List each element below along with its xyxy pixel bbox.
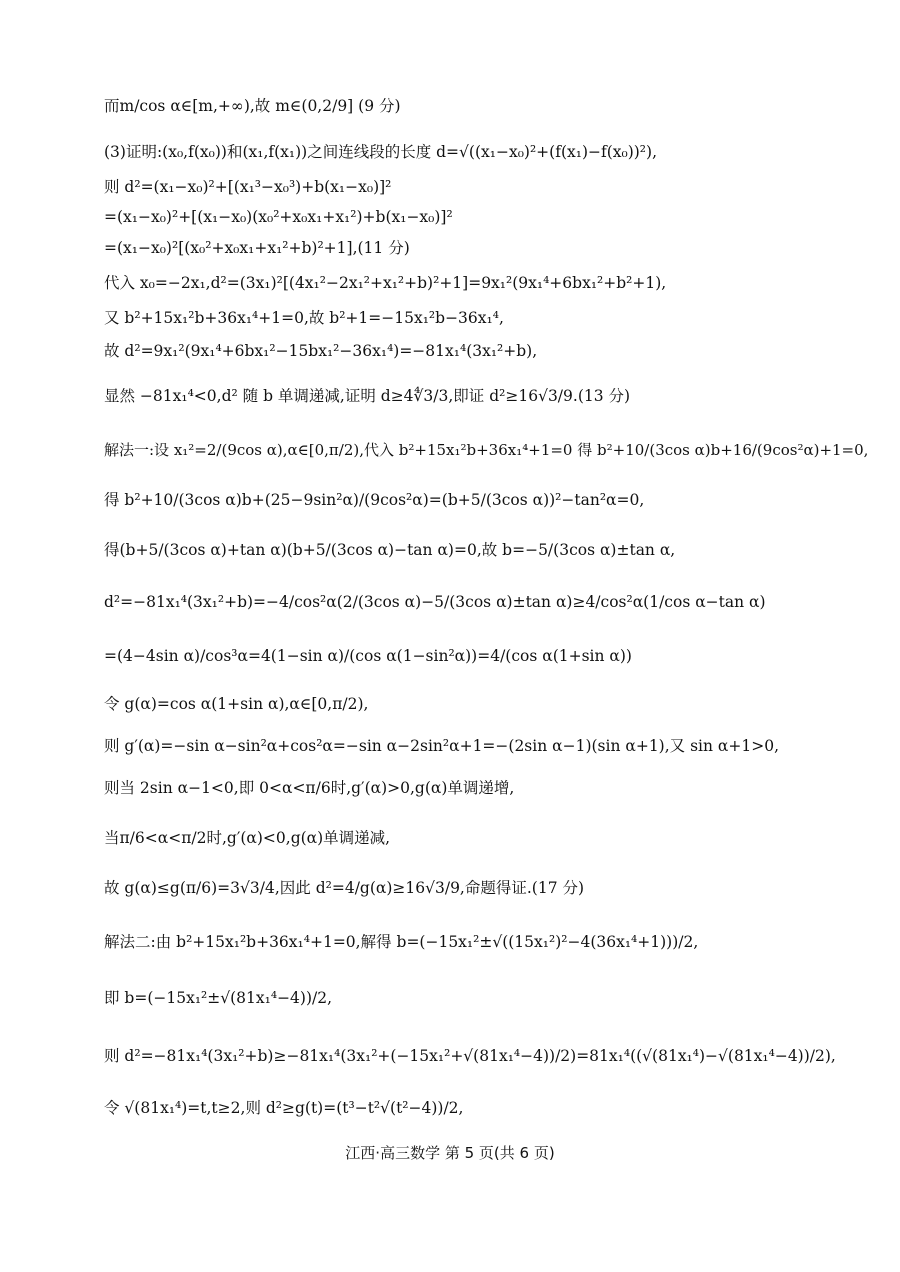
solution-line-1: 而m/cos α∈[m,+∞),故 m∈(0,2/9] (9 分) (104, 97, 401, 115)
solution-line-14: =(4−4sin α)/cos³α=4(1−sin α)/(cos α(1−sin²α))=4/(cos α(1+sin α)) (104, 647, 632, 665)
solution-line-22: 则 d²=−81x₁⁴(3x₁²+b)≥−81x₁⁴(3x₁²+(−15x₁²+√(81x₁⁴−4))/2)=81x₁⁴((√(81x₁⁴)−√(81x₁⁴−4))/2), (104, 1047, 836, 1065)
solution-line-23: 令 √(81x₁⁴)=t,t≥2,则 d²≥g(t)=(t³−t²√(t²−4))/2, (104, 1099, 464, 1117)
solution-line-5: =(x₁−x₀)²[(x₀²+x₀x₁+x₁²+b)²+1],(11 分) (104, 239, 410, 257)
solution-line-7: 又 b²+15x₁²b+36x₁⁴+1=0,故 b²+1=−15x₁²b−36x₁⁴, (104, 309, 504, 327)
solution-line-11: 得 b²+10/(3cos α)b+(25−9sin²α)/(9cos²α)=(b+5/(3cos α))²−tan²α=0, (104, 491, 645, 509)
solution-line-13: d²=−81x₁⁴(3x₁²+b)=−4/cos²α(2/(3cos α)−5/(3cos α)±tan α)≥4/cos²α(1/cos α−tan α) (104, 593, 766, 611)
solution-line-21: 即 b=(−15x₁²±√(81x₁⁴−4))/2, (104, 989, 333, 1007)
solution-line-9: 显然 −81x₁⁴<0,d² 随 b 单调递减,证明 d≥4∜3/3,即证 d²≥16√3/9.(13 分) (104, 387, 631, 405)
solution-line-12: 得(b+5/(3cos α)+tan α)(b+5/(3cos α)−tan α)=0,故 b=−5/(3cos α)±tan α, (104, 541, 676, 559)
solution-line-15: 令 g(α)=cos α(1+sin α),α∈[0,π/2), (104, 695, 369, 713)
solution-line-20: 解法二:由 b²+15x₁²b+36x₁⁴+1=0,解得 b=(−15x₁²±√((15x₁²)²−4(36x₁⁴+1)))/2, (104, 933, 699, 951)
page-footer: 江西·高三数学 第 5 页(共 6 页) (345, 1144, 555, 1162)
solution-line-4: =(x₁−x₀)²+[(x₁−x₀)(x₀²+x₀x₁+x₁²)+b(x₁−x₀)]² (104, 208, 453, 226)
solution-line-3: 则 d²=(x₁−x₀)²+[(x₁³−x₀³)+b(x₁−x₀)]² (104, 178, 392, 196)
solution-line-17: 则当 2sin α−1<0,即 0<α<π/6时,g′(α)>0,g(α)单调递增, (104, 779, 515, 797)
solution-line-16: 则 g′(α)=−sin α−sin²α+cos²α=−sin α−2sin²α+1=−(2sin α−1)(sin α+1),又 sin α+1>0, (104, 737, 779, 755)
solution-line-6: 代入 x₀=−2x₁,d²=(3x₁)²[(4x₁²−2x₁²+x₁²+b)²+1]=9x₁²(9x₁⁴+6bx₁²+b²+1), (104, 274, 667, 292)
solution-line-2: (3)证明:(x₀,f(x₀))和(x₁,f(x₁))之间连线段的长度 d=√((x₁−x₀)²+(f(x₁)−f(x₀))²), (104, 143, 657, 161)
solution-line-8: 故 d²=9x₁²(9x₁⁴+6bx₁²−15bx₁²−36x₁⁴)=−81x₁⁴(3x₁²+b), (104, 342, 538, 360)
solution-line-18: 当π/6<α<π/2时,g′(α)<0,g(α)单调递减, (104, 829, 391, 847)
solution-line-19: 故 g(α)≤g(π/6)=3√3/4,因此 d²=4/g(α)≥16√3/9,命题得证.(17 分) (104, 879, 585, 897)
solution-line-10: 解法一:设 x₁²=2/(9cos α),α∈[0,π/2),代入 b²+15x₁²b+36x₁⁴+1=0 得 b²+10/(3cos α)b+16/(9cos²α)+1=0, (104, 441, 869, 459)
